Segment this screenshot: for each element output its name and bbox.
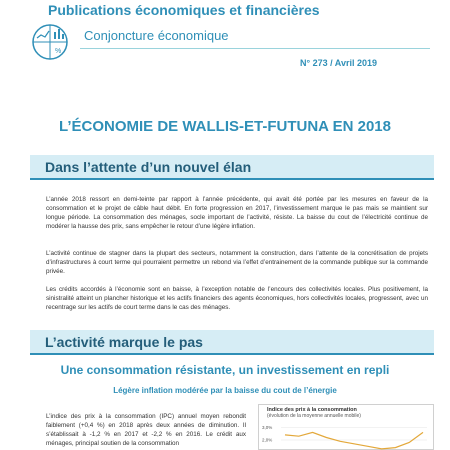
subsection-heading: Une consommation résistante, un investissement en repli xyxy=(60,363,390,377)
issue-number: N° 273 / Avril 2019 xyxy=(300,58,377,68)
header-divider xyxy=(80,48,430,49)
chart-logo-icon xyxy=(30,22,70,62)
section-heading-text: Dans l’attente d’un nouvel élan xyxy=(45,159,252,175)
section-heading xyxy=(30,155,434,180)
subsubsection-heading: Légère inflation modérée par la baisse du cout de l’énergie xyxy=(113,386,337,395)
section-heading xyxy=(30,330,434,355)
paragraph: L’activité continue de stagner dans la plupart des secteurs, notamment la construction, dans l’attente de la concrétisation de projets d’infrastructures à court terme qui pourraient permettre un rebond via l’effet d’entrainement de la commande publique sur la commande privée. xyxy=(46,250,428,275)
page-title: L’ÉCONOMIE DE WALLIS-ET-FUTUNA EN 2018 xyxy=(59,118,391,135)
y-tick-label: 3,0% xyxy=(262,424,273,430)
paragraph: Les crédits accordés à l’économie sont en baisse, à l’exception notable de l’encours des collectivités locales. Plus positivement, la sinistralité atteint un plancher historique et les actifs financiers des agents économiques, hors collectivités locales, progressent, avec un recentrage sur les actifs de court terme dans le cas des ménages. xyxy=(46,286,428,311)
series-title: Conjoncture économique xyxy=(84,28,229,43)
paragraph: L’année 2018 ressort en demi-teinte par rapport à l’année précédente, qui avait été portée par les mesures en faveur de la consommation et le projet de câble haut débit. En forte progression en 2017, l’investissement marque le pas mais se maintient sur longue période. La consommation des ménages, socle important de l’activité, résiste. La baisse du cout de l’électricité continue de modérer la hausse des prix, sans empêcher le retour d’une légère inflation. xyxy=(46,196,428,230)
paragraph: L’indice des prix à la consommation (IPC) annuel moyen rebondit faiblement (+0,4 %) en 2018 après deux années de diminution. Il s’établissait à -1,2 % en 2017 et -2,2 % en 2016. Le crédit aux ménages, principal soutien de la consommation xyxy=(46,413,246,447)
series-line xyxy=(285,432,423,449)
chart-plot xyxy=(259,419,433,450)
section-heading-text: L’activité marque le pas xyxy=(45,334,203,350)
inflation-chart xyxy=(258,404,434,450)
publication-title: Publications économiques et financières xyxy=(48,2,320,18)
header xyxy=(0,0,450,80)
chart-title: Indice des prix à la consommation xyxy=(267,407,357,413)
chart-subtitle: (évolution de la moyenne annuelle mobile) xyxy=(267,413,361,419)
svg-text:%: % xyxy=(55,48,62,55)
y-tick-label: 2,0% xyxy=(262,437,273,443)
